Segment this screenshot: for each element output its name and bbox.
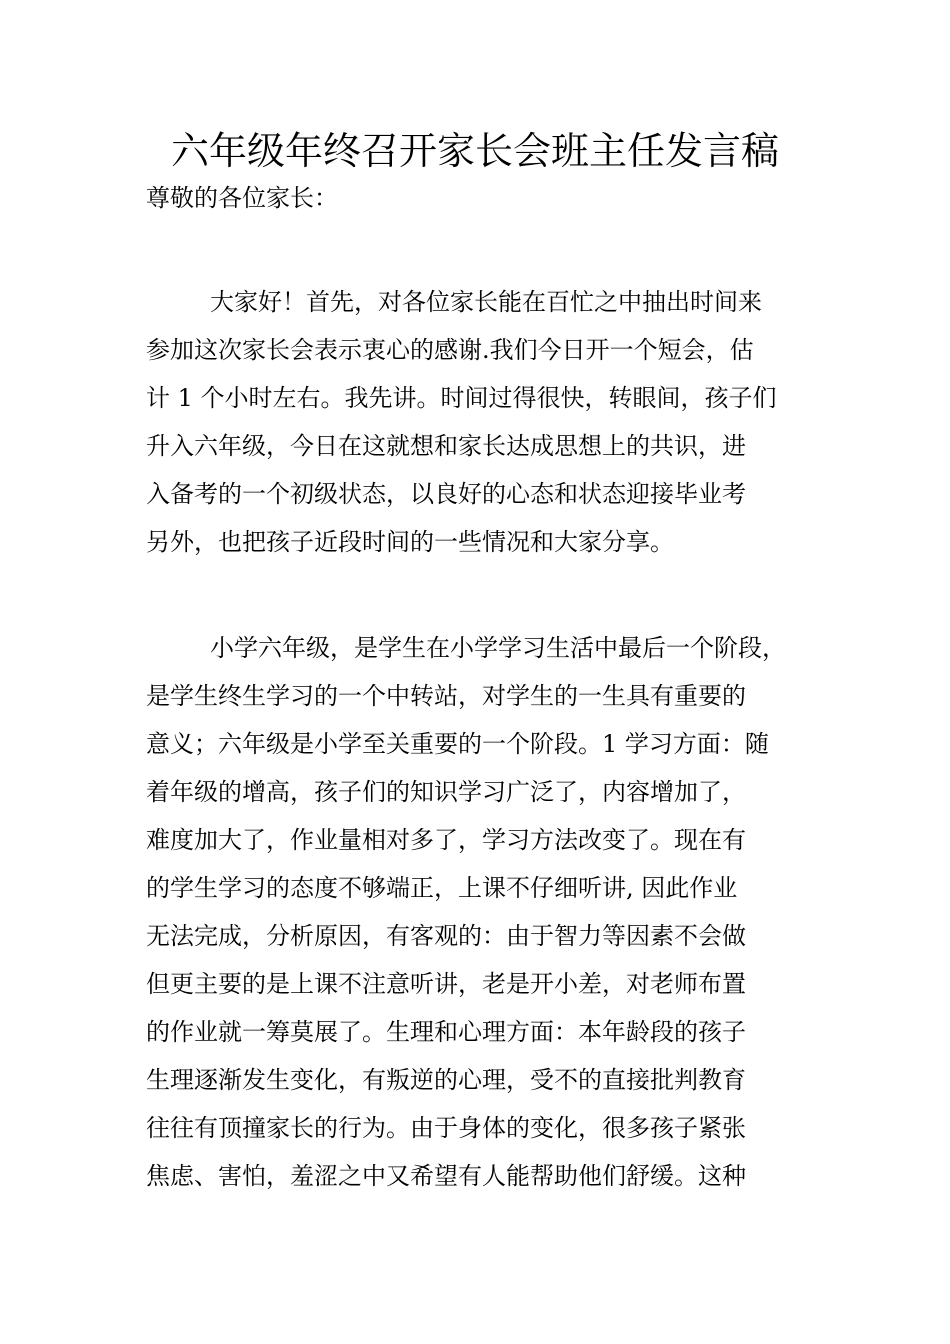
paragraph-line: 难度加大了，作业量相对多了，学习方法改变了。现在有 bbox=[146, 826, 746, 854]
paragraph-line: 着年级的增高，孩子们的知识学习广泛了，内容增加了， bbox=[146, 778, 746, 806]
salutation: 尊敬的各位家长： bbox=[146, 184, 338, 212]
paragraph-line: 小学六年级，是学生在小学学习生活中最后一个阶段， bbox=[210, 634, 786, 662]
paragraph-line: 计 1 个小时左右。我先讲。时间过得很快，转眼间，孩子们 bbox=[146, 384, 777, 412]
paragraph-line: 大家好！首先，对各位家长能在百忙之中抽出时间来 bbox=[210, 288, 762, 316]
paragraph-line: 的作业就一筹莫展了。生理和心理方面：本年龄段的孩子 bbox=[146, 1018, 746, 1046]
paragraph-line: 焦虑、害怕，羞涩之中又希望有人能帮助他们舒缓。这种 bbox=[146, 1162, 746, 1190]
paragraph-line: 入备考的一个初级状态，以良好的心态和状态迎接毕业考 bbox=[146, 480, 746, 508]
paragraph-line: 的学生学习的态度不够端正，上课不仔细听讲, 因此作业 bbox=[146, 874, 738, 902]
paragraph-line: 但更主要的是上课不注意听讲，老是开小差，对老师布置 bbox=[146, 970, 746, 998]
paragraph-line: 升入六年级，今日在这就想和家长达成思想上的共识，进 bbox=[146, 432, 746, 460]
paragraph-line: 往往有顶撞家长的行为。由于身体的变化，很多孩子紧张 bbox=[146, 1114, 746, 1142]
paragraph-line: 参加这次家长会表示衷心的感谢.我们今日开一个短会，估 bbox=[146, 336, 754, 364]
paragraph-line: 另外，也把孩子近段时间的一些情况和大家分享。 bbox=[146, 528, 674, 556]
paragraph-line: 生理逐渐发生变化，有叛逆的心理，受不的直接批判教育 bbox=[146, 1066, 746, 1094]
document-title: 六年级年终召开家长会班主任发言稿 bbox=[170, 129, 779, 173]
paragraph-line: 无法完成，分析原因，有客观的：由于智力等因素不会做 bbox=[146, 922, 746, 950]
paragraph-line: 是学生终生学习的一个中转站，对学生的一生具有重要的 bbox=[146, 682, 746, 710]
paragraph-line: 意义；六年级是小学至关重要的一个阶段。1 学习方面：随 bbox=[146, 730, 769, 758]
